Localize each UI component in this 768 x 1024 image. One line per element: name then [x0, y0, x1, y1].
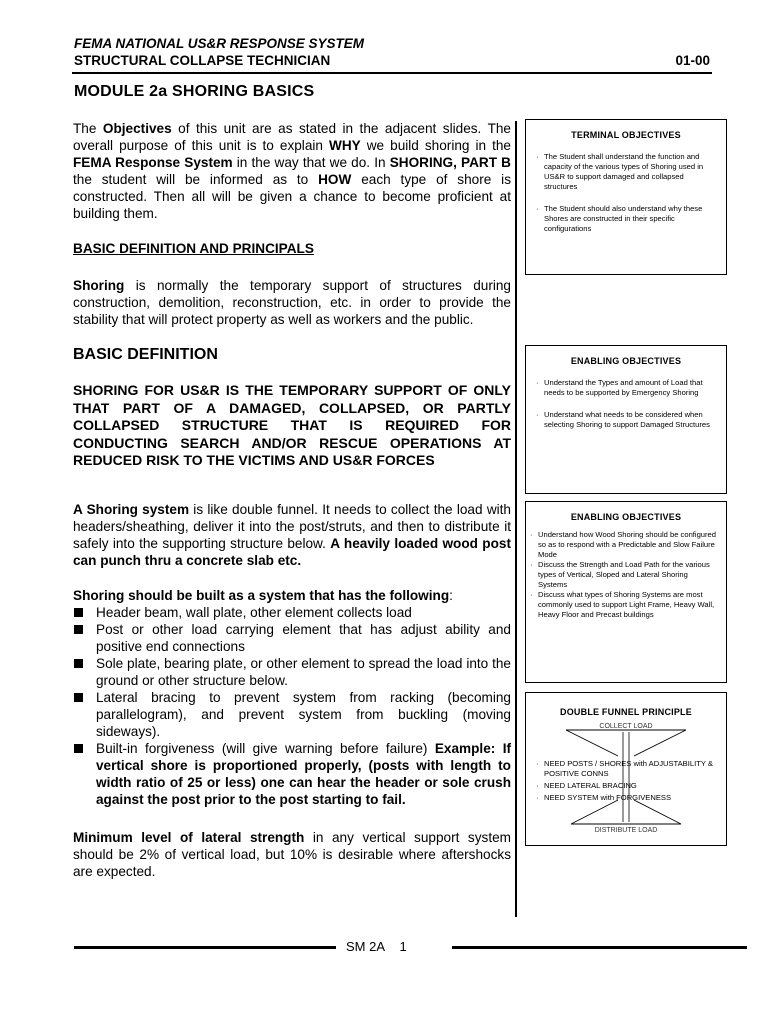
- min-text: in any vertical support system should be 2% of vertical load, but 10% is desirable where aftershocks are expected.: [73, 830, 511, 879]
- slide-item: · NEED LATERAL BRACING: [536, 781, 637, 790]
- shoring-system-paragraph: [73, 501, 511, 569]
- intro-bold-4: SHORING, PART B: [389, 155, 511, 170]
- system-bold-2: A heavily loaded wood post can punch thru a concrete slab etc.: [73, 536, 511, 568]
- slide-item-text: Understand the Types and amount of Load that needs to be supported by Emergency Shoring: [544, 378, 703, 397]
- shoring-bold: Shoring: [73, 278, 125, 293]
- intro-bold-3: FEMA Response System: [73, 155, 233, 170]
- list-item: [73, 604, 511, 621]
- square-bullet-icon: [74, 744, 83, 753]
- intro-text-1: The: [73, 121, 103, 136]
- intro-paragraph: [73, 120, 511, 222]
- slide-item: · The Student should also understand why these Shores are constructed in their specific configurations: [536, 204, 703, 233]
- slide-item-text: NEED POSTS / SHORES with ADJUSTABILITY & POSITIVE CONNS: [544, 759, 713, 778]
- slide-item: · Understand the Types and amount of Load that needs to be supported by Emergency Shoring: [536, 378, 703, 397]
- header-system-name: FEMA NATIONAL US&R RESPONSE SYSTEM: [74, 36, 365, 51]
- collect-load-label: COLLECT LOAD: [599, 723, 653, 730]
- slide-item: · NEED POSTS / SHORES with ADJUSTABILITY & POSITIVE CONNS: [536, 759, 713, 778]
- header-code: 01-00: [675, 53, 710, 68]
- system-list-intro-colon: :: [449, 588, 453, 603]
- intro-bold-2: WHY: [329, 138, 361, 153]
- slide-enabling-objectives-1: [525, 345, 727, 494]
- footer-page-label: [346, 939, 407, 954]
- footer-page-number: 1: [399, 939, 407, 954]
- list-item: [73, 655, 511, 689]
- intro-bold-5: HOW: [318, 172, 352, 187]
- slide-item: · Discuss the Strength and Load Path for the various types of Vertical, Sloped and Lateral Shoring Systems: [530, 560, 710, 589]
- slide-item: · Understand what needs to be considered when selecting Shoring to support Damaged Structures: [536, 410, 710, 429]
- distribute-load-label: DISTRIBUTE LOAD: [594, 827, 658, 834]
- list-item-text: Built-in forgiveness (will give warning before failure): [96, 741, 435, 756]
- list-item-text: Sole plate, bearing plate, or other element to spread the load into the ground or other structure below.: [96, 656, 511, 688]
- slide-item-text: Understand what needs to be considered when selecting Shoring to support Damaged Structures: [544, 410, 710, 429]
- basic-definition-principals-heading: BASIC DEFINITION AND PRINCIPALS: [73, 241, 314, 256]
- slide-item-text: The Student shall understand the function and capacity of the various types of Shoring used in US&R to support damaged and collapsed structures: [544, 152, 704, 191]
- slide-item: · The Student shall understand the function and capacity of the various types of Shoring used in US&R to support damaged and collapsed structures: [536, 152, 704, 191]
- system-bold-1: A Shoring system: [73, 502, 190, 517]
- header-rule: [72, 72, 712, 74]
- square-bullet-icon: [74, 625, 83, 634]
- slide-title: TERMINAL OBJECTIVES: [571, 130, 681, 140]
- min-bold: Minimum level of lateral strength: [73, 830, 305, 845]
- intro-text-3: we build shoring in the: [360, 138, 511, 153]
- footer-code: SM 2A: [346, 939, 386, 954]
- intro-text-4: in the way that we do. In: [232, 155, 390, 170]
- list-item-text: Post or other load carrying element that has adjust ability and positive end connections: [96, 622, 511, 654]
- system-text-1: is like double funnel. It needs to collect the load with headers/sheathing, deliver it into the post/struts, and then to distribute it safely into the supporting structure below.: [73, 502, 511, 551]
- system-requirements-list: [73, 604, 511, 808]
- square-bullet-icon: [74, 693, 83, 702]
- square-bullet-icon: [74, 659, 83, 668]
- column-divider: [515, 121, 517, 917]
- header-course-name: STRUCTURAL COLLAPSE TECHNICIAN: [74, 53, 331, 68]
- slide-double-funnel: [525, 692, 727, 846]
- slide-item: · NEED SYSTEM with FORGIVENESS: [536, 793, 672, 802]
- slide-item: · Discuss what types of Shoring Systems are most commonly used to support Light Frame, Heavy Wall, Heavy Floor and Precast buildings: [530, 590, 715, 619]
- slide-title: ENABLING OBJECTIVES: [570, 512, 682, 522]
- system-requirements: [73, 587, 511, 808]
- slide-enabling-objectives-2: [525, 501, 727, 683]
- list-item: [73, 689, 511, 740]
- slide-terminal-objectives: [525, 119, 727, 275]
- list-item-text: Lateral bracing to prevent system from racking (becoming parallelogram), and prevent system from buckling (moving sideways).: [96, 690, 511, 739]
- slide-item-text: Discuss the Strength and Load Path for the various types of Vertical, Sloped and Lateral Shoring Systems: [538, 560, 710, 589]
- shoring-paragraph: [73, 277, 511, 328]
- slide-title: DOUBLE FUNNEL PRINCIPLE: [560, 707, 692, 717]
- footer-rule-left: [74, 946, 336, 949]
- system-list-intro: Shoring should be built as a system that has the following: [73, 588, 450, 603]
- intro-text-6: each type of shore is constructed. Then all will be given a chance to become proficient at building them.: [73, 172, 511, 221]
- list-item: [73, 621, 511, 655]
- list-item-text: Header beam, wall plate, other element collects load: [96, 605, 412, 620]
- footer-rule-right: [452, 946, 747, 949]
- slide-title: ENABLING OBJECTIVES: [570, 356, 682, 366]
- square-bullet-icon: [74, 608, 83, 617]
- definition-text: SHORING FOR US&R IS THE TEMPORARY SUPPORT OF ONLY THAT PART OF A DAMAGED, COLLAPSED, OR PARTLY COLLAPSED STRUCTURE THAT IS REQUIRED FOR CONDUCTING SEARCH AND/OR RESCUE OPERATIONS AT REDUCED RISK TO THE VICTIMS AND US&R FORCES: [73, 382, 511, 468]
- intro-text-2: of this unit are as stated in the adjacent slides. The overall purpose of this unit is to explain: [73, 121, 511, 153]
- slide-item-text: The Student should also understand why these Shores are constructed in their specific configurations: [544, 204, 703, 233]
- minimum-lateral-strength-paragraph: [73, 829, 511, 880]
- module-title: MODULE 2a SHORING BASICS: [74, 83, 315, 100]
- slide-item-text: NEED SYSTEM with FORGIVENESS: [544, 793, 672, 802]
- slide-item-text: Discuss what types of Shoring Systems are most commonly used to support Light Frame, Heavy Wall, Heavy Floor and Precast buildings: [538, 590, 715, 619]
- list-item: [73, 740, 511, 808]
- intro-text-5: the student will be informed as to: [73, 172, 319, 187]
- shoring-text: is normally the temporary support of structures during construction, demolition, reconstruction, etc. in order to provide the stability that will protect property as well as workers and the public.: [73, 278, 511, 327]
- basic-definition-heading: BASIC DEFINITION: [73, 346, 218, 363]
- slide-item: · Understand how Wood Shoring should be configured so as to respond with a Predictable and Slow Failure Mode: [530, 530, 717, 559]
- intro-bold-1: Objectives: [102, 121, 172, 136]
- slide-item-text: Understand how Wood Shoring should be configured so as to respond with a Predictable and Slow Failure Mode: [538, 530, 717, 559]
- list-item-bold-example: Example: If vertical shore is proportioned properly, (posts with length to width ratio of 25 or less) one can hear the header or sole crush against the post prior to the post starting to fail.: [96, 741, 511, 807]
- slide-item-text: NEED LATERAL BRACING: [544, 781, 637, 790]
